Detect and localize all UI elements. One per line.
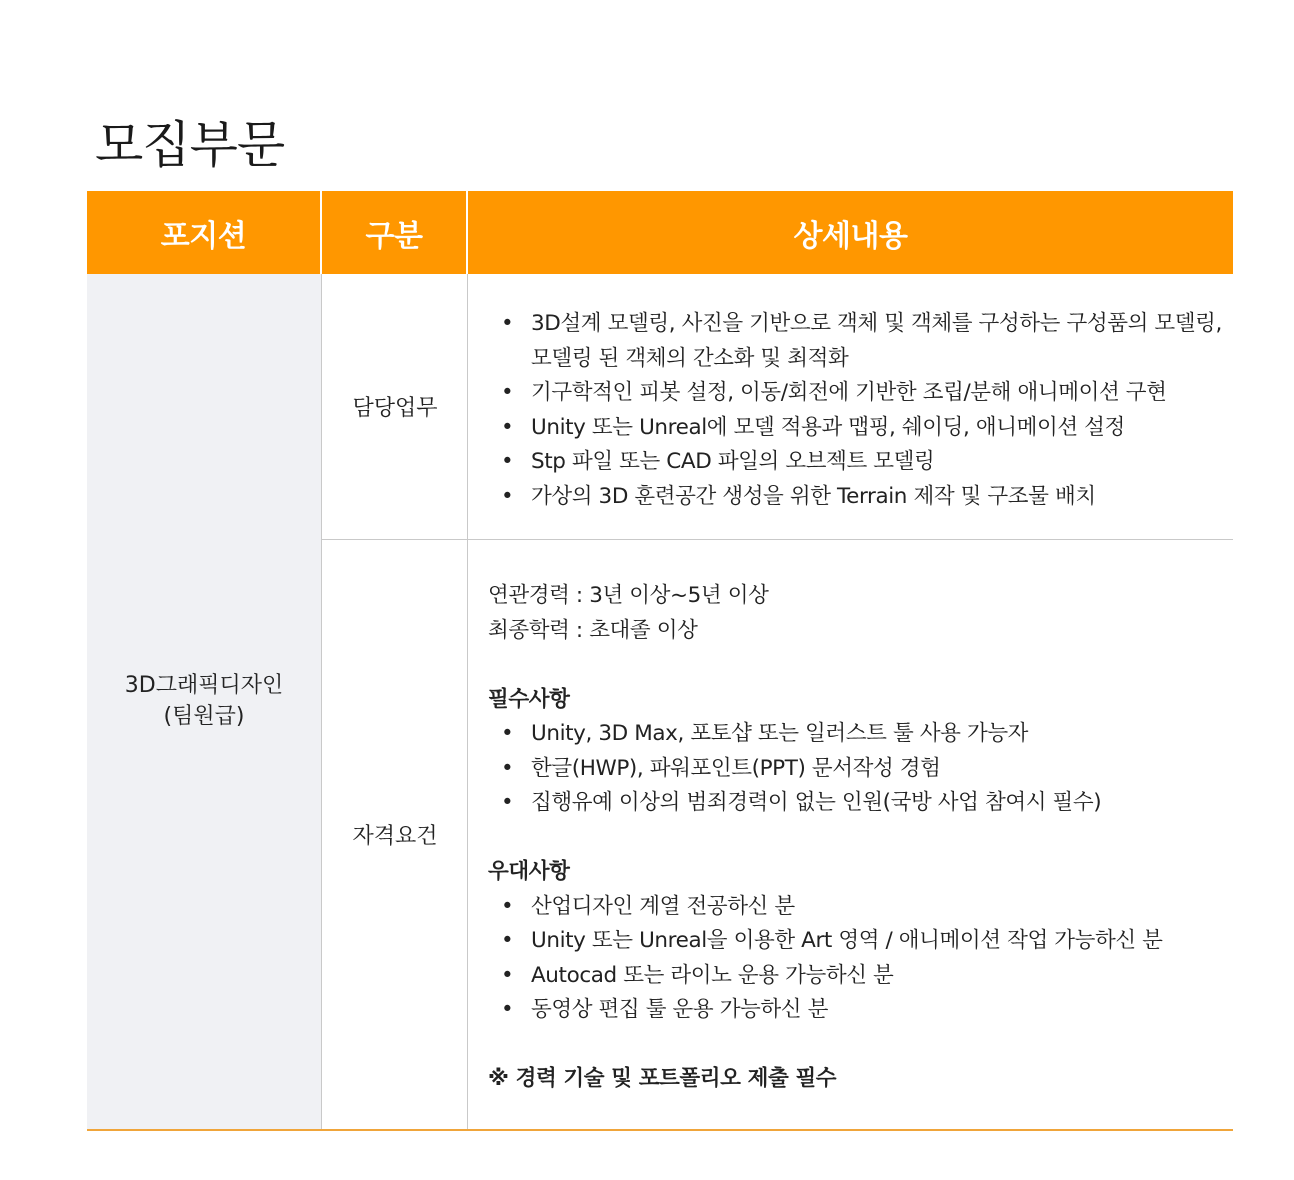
preferred-title: 우대사항 bbox=[488, 859, 570, 884]
duty-item: • Unity 또는 Unreal에 모델 적용과 맵핑, 쉐이딩, 애니메이션 설정 bbox=[468, 411, 1233, 446]
position-level: (팀원급) bbox=[163, 703, 245, 729]
preferred-item: • 동영상 편집 툴 운용 가능하신 분 bbox=[468, 993, 1233, 1028]
preferred-list bbox=[468, 890, 1233, 1028]
page-title: 모집부문 bbox=[95, 116, 285, 174]
category-qualification: 자격요건 bbox=[352, 824, 438, 849]
qualification-detail bbox=[468, 579, 1233, 1097]
table-header-row bbox=[87, 191, 1233, 274]
required-item: • 한글(HWP), 파워포인트(PPT) 문서작성 경험 bbox=[468, 752, 1233, 787]
header-position: 포지션 bbox=[160, 218, 247, 254]
duty-item: • Stp 파일 또는 CAD 파일의 오브젝트 모델링 bbox=[468, 445, 1233, 480]
preferred-item: • Unity 또는 Unreal을 이용한 Art 영역 / 애니메이션 작업 가능하신 분 bbox=[468, 924, 1233, 959]
duty-item: • 3D설계 모델링, 사진을 기반으로 객체 및 객체를 구성하는 구성품의 모델링, 모델링 된 객체의 간소화 및 최적화 bbox=[468, 307, 1233, 376]
header-category: 구분 bbox=[365, 218, 423, 254]
duty-item: • 기구학적인 피봇 설정, 이동/회전에 기반한 조립/분해 애니메이션 구현 bbox=[468, 376, 1233, 411]
position-name: 3D그래픽디자인 bbox=[124, 672, 284, 698]
preferred-item: • Autocad 또는 라이노 운용 가능하신 분 bbox=[468, 959, 1233, 994]
recruitment-table bbox=[87, 191, 1233, 1131]
career-requirement: 연관경력 : 3년 이상~5년 이상 bbox=[488, 583, 769, 608]
duty-detail bbox=[468, 307, 1233, 514]
required-item: • Unity, 3D Max, 포토샵 또는 일러스트 툴 사용 가능자 bbox=[468, 717, 1233, 752]
preferred-item: • 산업디자인 계열 전공하신 분 bbox=[468, 890, 1233, 925]
education-requirement: 최종학력 : 초대졸 이상 bbox=[488, 617, 698, 643]
submission-notice: ※ 경력 기술 및 포트폴리오 제출 필수 bbox=[488, 1066, 837, 1091]
duty-list bbox=[468, 307, 1233, 514]
required-item: • 집행유예 이상의 범죄경력이 없는 인원(국방 사업 참여시 필수) bbox=[468, 786, 1233, 821]
header-detail: 상세내용 bbox=[793, 218, 908, 254]
required-list bbox=[468, 717, 1233, 821]
position-cell bbox=[87, 274, 321, 1129]
category-duty: 담당업무 bbox=[352, 396, 438, 421]
required-title: 필수사항 bbox=[488, 686, 570, 712]
duty-item: • 가상의 3D 훈련공간 생성을 위한 Terrain 제작 및 구조물 배치 bbox=[468, 480, 1233, 515]
